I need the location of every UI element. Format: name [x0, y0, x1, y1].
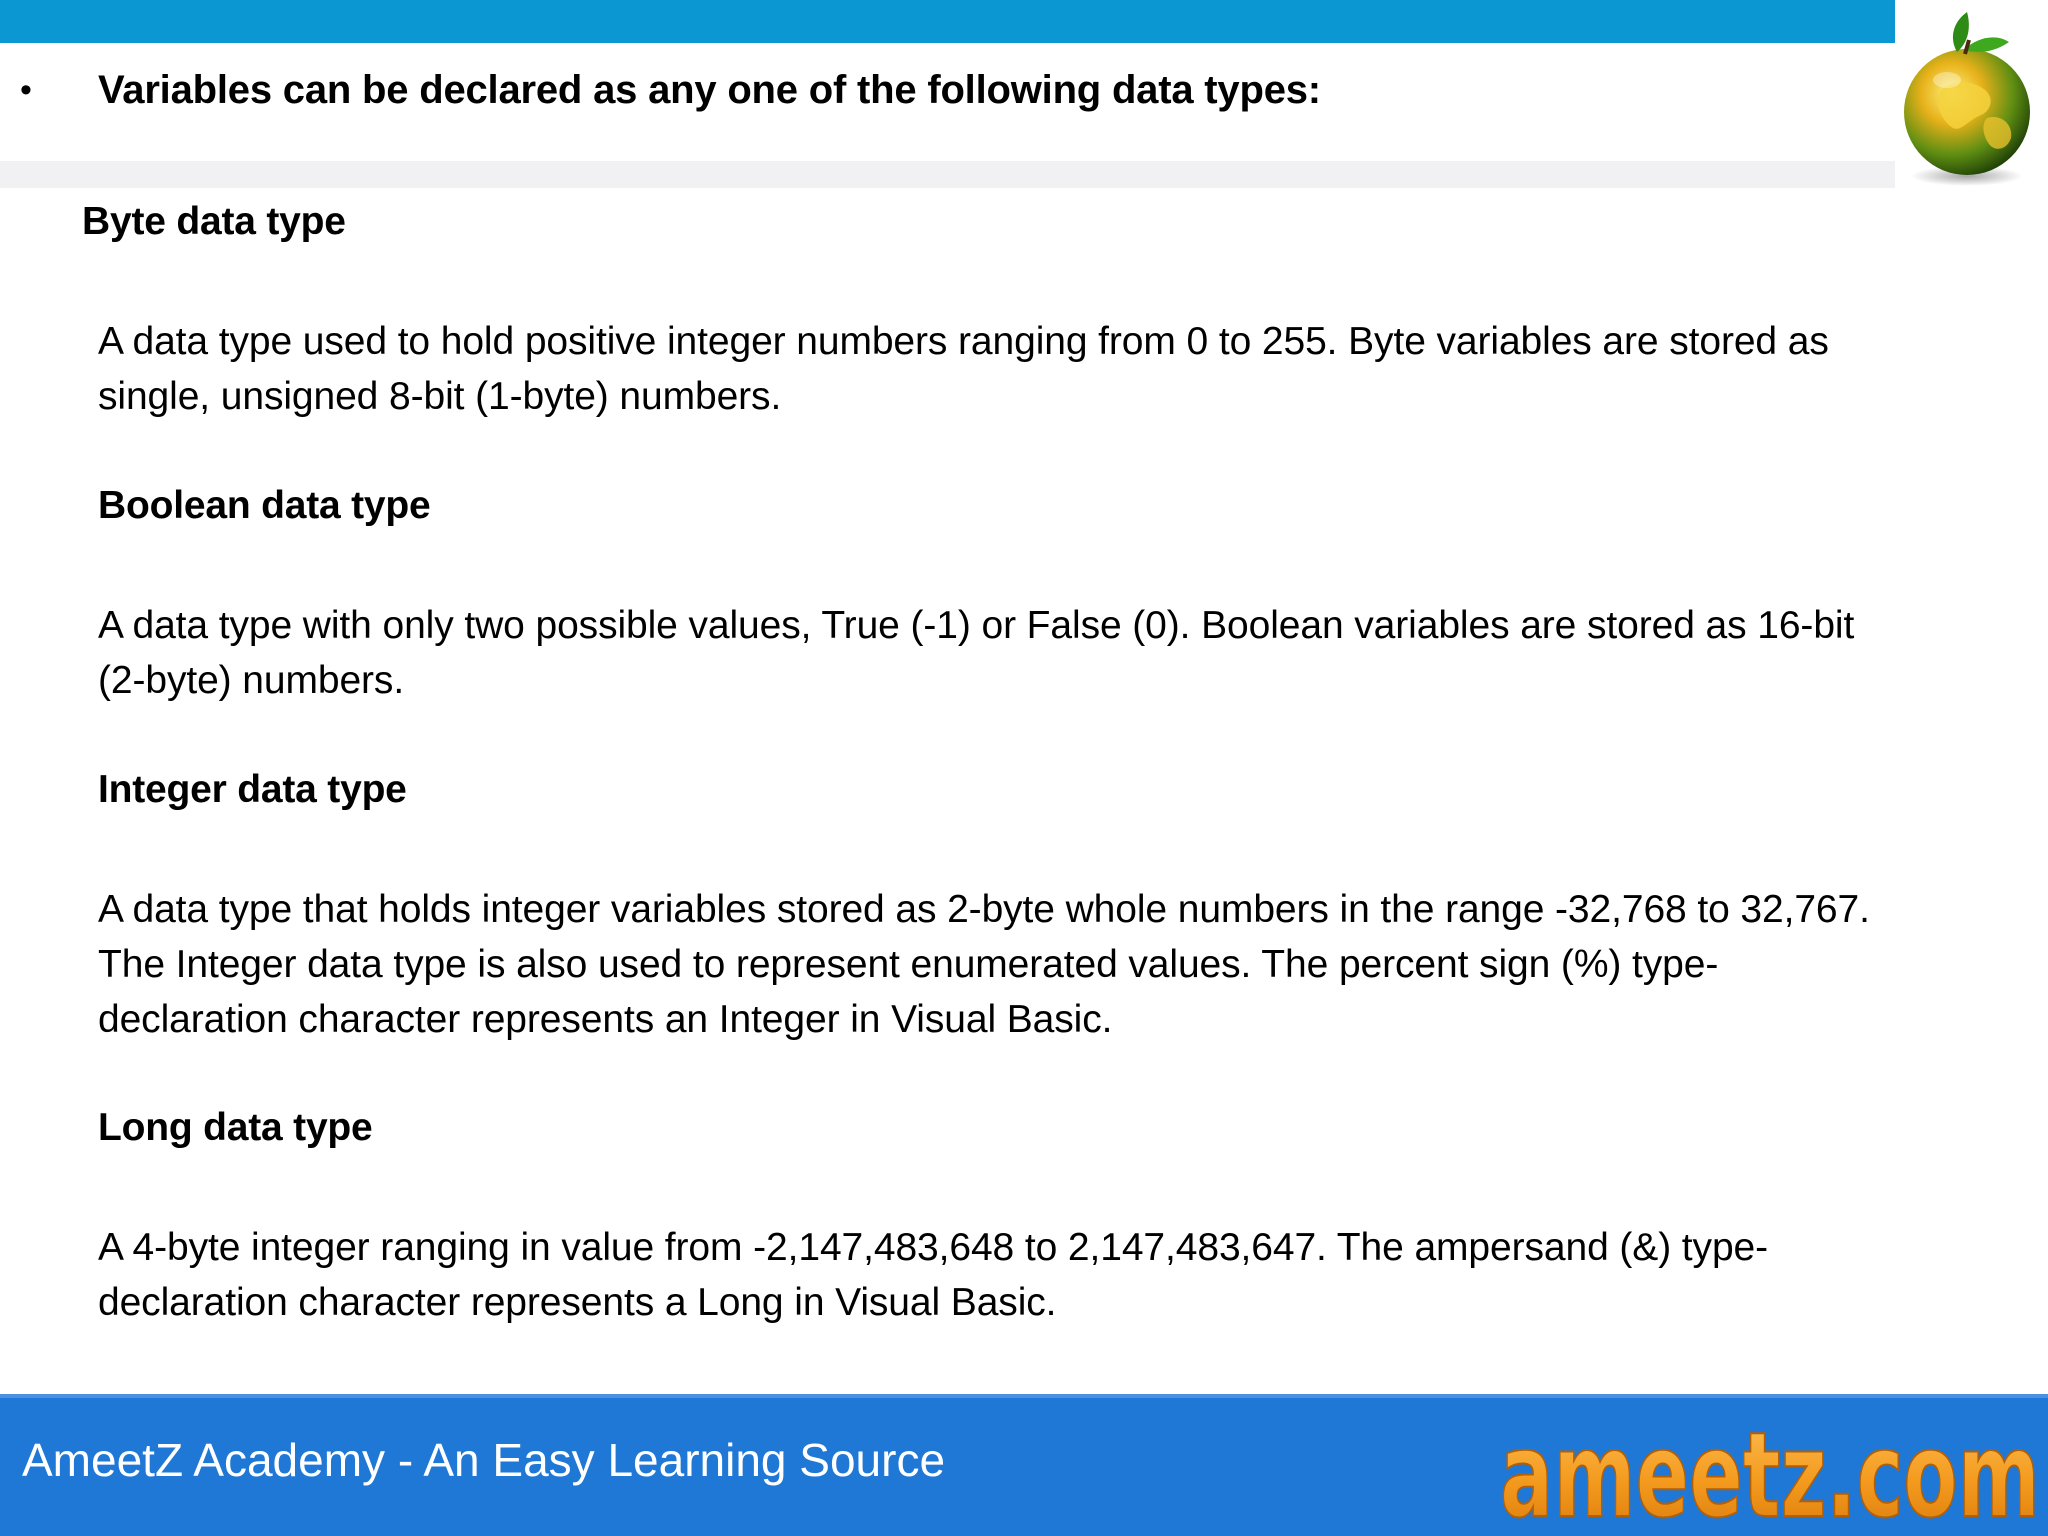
- globe-logo: [1895, 0, 2048, 188]
- ameetz-logo: [1250, 1398, 2048, 1536]
- slide-footer: [0, 1394, 2048, 1536]
- ameetz-logo-text: ameetz.com: [1500, 1406, 2040, 1536]
- section-heading-long: Long data type: [98, 1106, 373, 1149]
- section-heading-integer: Integer data type: [98, 768, 407, 811]
- globe-icon: [1895, 0, 2048, 188]
- section-body-byte: [98, 314, 2028, 424]
- bullet-icon: •: [20, 71, 32, 109]
- body-line: (2-byte) numbers.: [98, 659, 405, 702]
- body-line: declaration character represents a Long in Visual Basic.: [98, 1281, 1057, 1324]
- section-heading-boolean: Boolean data type: [98, 484, 431, 527]
- section-body-integer: [98, 882, 2028, 1047]
- body-line: A data type used to hold positive integer numbers ranging from 0 to 255. Byte variables are stored as: [98, 320, 1829, 363]
- footer-text: AmeetZ Academy - An Easy Learning Source: [22, 1434, 946, 1486]
- body-line: The Integer data type is also used to represent enumerated values. The percent sign (%) type-: [98, 943, 1719, 986]
- section-body-boolean: [98, 598, 2028, 708]
- body-line: declaration character represents an Integer in Visual Basic.: [98, 998, 1113, 1041]
- body-line: single, unsigned 8-bit (1-byte) numbers.: [98, 375, 782, 418]
- body-line: A data type that holds integer variables stored as 2-byte whole numbers in the range -32,768 to 32,767.: [98, 888, 1870, 931]
- body-line: A data type with only two possible values, True (-1) or False (0). Boolean variables are stored as 16-bit: [98, 604, 1855, 647]
- header-divider-strip: [0, 161, 1895, 188]
- body-line: A 4-byte integer ranging in value from -2,147,483,648 to 2,147,483,647. The ampersand (&) type-: [98, 1226, 1769, 1269]
- top-accent-bar: [0, 0, 1895, 43]
- section-heading-byte: Byte data type: [82, 200, 346, 243]
- section-body-long: [98, 1220, 2028, 1330]
- slide-title: Variables can be declared as any one of the following data types:: [98, 68, 1321, 112]
